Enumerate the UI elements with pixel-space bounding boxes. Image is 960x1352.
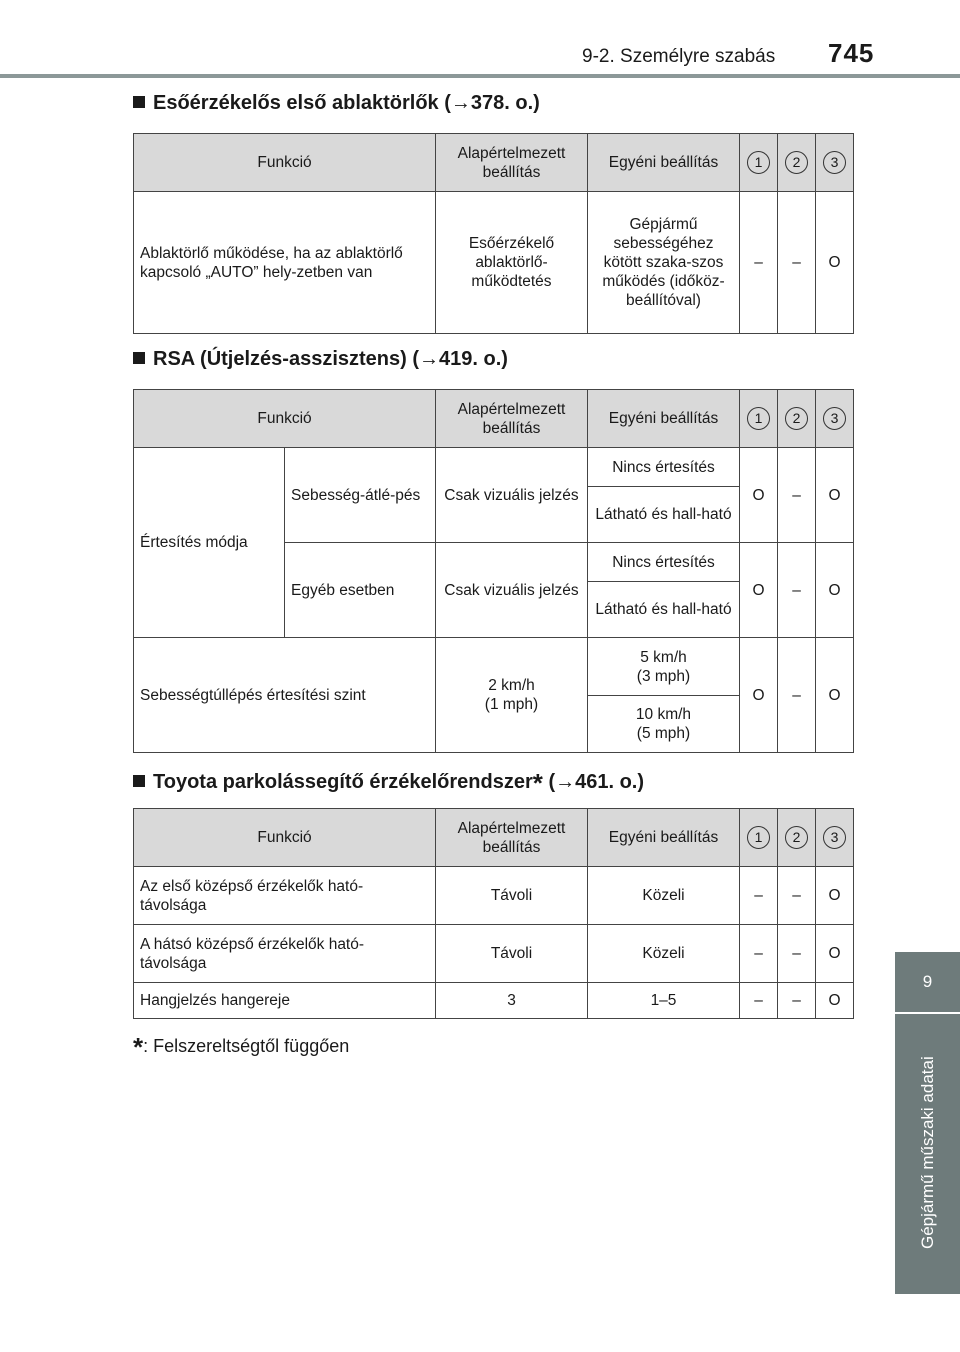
cell-method-3: O [816,867,854,925]
cell-method-2: – [778,192,816,334]
cell-custom: Közeli [588,925,740,983]
heading-text: Toyota parkolássegítő érzékelőrendszer [153,771,533,793]
col-header-custom: Egyéni beállítás [588,390,740,448]
cell-custom: 10 km/h (5 mph) [588,696,740,753]
cell-subfunction: Sebesség-átlé-pés [285,448,436,543]
table-header-row [134,390,854,448]
table-row [134,192,854,334]
col-header-default: Alapértelmezett beállítás [436,134,588,192]
cell-method-1: O [740,543,778,638]
arrow-icon: → [450,92,471,114]
cell-default: Csak vizuális jelzés [436,543,588,638]
table-parking-sensors [133,808,854,1019]
footnote-text: : Felszereltségtől függően [143,1036,350,1056]
cell-method-2: – [778,983,816,1019]
cell-function: A hátsó középső érzékelők ható-távolsága [134,925,436,983]
circled-number-icon: 1 [747,407,770,430]
page-ref-link[interactable]: 461. o.) [575,771,645,793]
cell-custom: Közeli [588,867,740,925]
asterisk-icon: * [532,768,543,798]
cell-default: 2 km/h (1 mph) [436,638,588,753]
cell-custom: Nincs értesítés [588,448,740,487]
page-ref-link[interactable]: 419. o.) [439,348,508,370]
cell-method-1: O [740,638,778,753]
circled-number-icon: 1 [747,826,770,849]
table-rsa [133,389,854,753]
col-header-method-2 [778,809,816,867]
footnote [133,1032,349,1063]
cell-method-1: – [740,983,778,1019]
col-header-method-3 [816,390,854,448]
cell-custom: 5 km/h (3 mph) [588,638,740,696]
table-row [134,448,854,487]
square-bullet-icon [133,352,145,364]
page-number: 745 [828,38,875,68]
chapter-tab-number: 9 [895,952,960,1012]
heading-paren: ( [542,771,556,793]
cell-default: 3 [436,983,588,1019]
cell-method-3: O [816,925,854,983]
table-row [134,983,854,1019]
cell-method-1: – [740,867,778,925]
cell-method-3: O [816,638,854,753]
cell-subfunction: Egyéb esetben [285,543,436,638]
cell-function: Hangjelzés hangereje [134,983,436,1019]
cell-custom: Gépjármű sebességéhez kötött szaka-szos működés (időköz-beállítóval) [588,192,740,334]
col-header-default: Alapértelmezett beállítás [436,809,588,867]
square-bullet-icon [133,775,145,787]
table-header-row [134,809,854,867]
col-header-funkcio: Funkció [134,134,436,192]
cell-function: Sebességtúllépés értesítési szint [134,638,436,753]
circled-number-icon: 1 [747,151,770,174]
col-header-custom: Egyéni beállítás [588,809,740,867]
heading-rain-wipers [133,92,540,115]
cell-method-3: O [816,983,854,1019]
circled-number-icon: 2 [785,826,808,849]
col-header-method-1 [740,390,778,448]
heading-text: RSA (Útjelzés-asszisztens) ( [153,348,419,370]
square-bullet-icon [133,96,145,108]
arrow-icon: → [555,771,576,793]
circled-number-icon: 2 [785,407,808,430]
heading-text: Esőérzékelős első ablaktörlők ( [153,92,451,114]
table-row [134,925,854,983]
table-header-row [134,134,854,192]
circled-number-icon: 3 [823,826,846,849]
cell-method-2: – [778,543,816,638]
header-rule [0,74,960,78]
chapter-tab-label: Gépjármű műszaki adatai [918,1056,937,1249]
col-header-method-1 [740,134,778,192]
circled-number-icon: 3 [823,151,846,174]
col-header-method-2 [778,134,816,192]
cell-method-1: O [740,448,778,543]
col-header-funkcio: Funkció [134,809,436,867]
cell-method-2: – [778,925,816,983]
asterisk-icon: * [133,1032,144,1062]
cell-custom: Látható és hall-ható [588,487,740,543]
cell-method-3: O [816,448,854,543]
heading-rsa [133,348,508,371]
cell-method-1: – [740,192,778,334]
cell-method-1: – [740,925,778,983]
cell-function: Ablaktörlő működése, ha az ablaktörlő kapcsoló „AUTO” hely-zetben van [134,192,436,334]
table-row [134,867,854,925]
col-header-method-2 [778,390,816,448]
circled-number-icon: 3 [823,407,846,430]
cell-function: Értesítés módja [134,448,285,638]
cell-method-2: – [778,867,816,925]
cell-default: Esőérzékelő ablaktörlő-működtetés [436,192,588,334]
cell-method-3: O [816,543,854,638]
cell-custom: Nincs értesítés [588,543,740,582]
col-header-funkcio: Funkció [134,390,436,448]
page-ref-link[interactable]: 378. o.) [470,92,540,114]
cell-custom: 1–5 [588,983,740,1019]
cell-default: Távoli [436,867,588,925]
cell-function: Az első középső érzékelők ható-távolsága [134,867,436,925]
col-header-default: Alapértelmezett beállítás [436,390,588,448]
col-header-method-1 [740,809,778,867]
cell-default: Csak vizuális jelzés [436,448,588,543]
cell-default: Távoli [436,925,588,983]
col-header-method-3 [816,134,854,192]
section-title: 9-2. Személyre szabás [582,46,776,67]
col-header-method-3 [816,809,854,867]
table-row [134,638,854,696]
col-header-custom: Egyéni beállítás [588,134,740,192]
cell-method-2: – [778,448,816,543]
cell-method-2: – [778,638,816,753]
heading-parking-sensors [133,768,644,799]
table-rain-wipers [133,133,854,334]
cell-custom: Látható és hall-ható [588,582,740,638]
cell-method-3: O [816,192,854,334]
circled-number-icon: 2 [785,151,808,174]
arrow-icon: → [419,348,439,370]
